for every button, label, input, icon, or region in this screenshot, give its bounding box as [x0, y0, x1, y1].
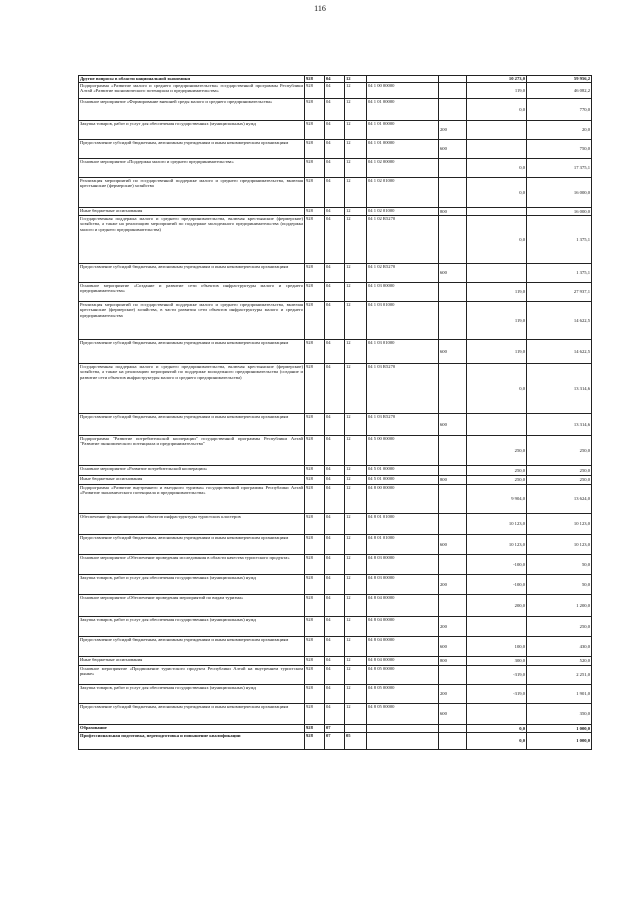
row-grbs-cell: 928	[305, 666, 325, 685]
row-name-cell: Основное мероприятие «Создание и развитие сети объектов инфраструктуры малого и среднего предпринимательства»	[79, 283, 305, 302]
row-sum-change-cell: 300,0	[467, 657, 527, 666]
row-csr-cell: 04 1 02 01000	[367, 208, 439, 216]
row-grbs-cell: 928	[305, 637, 325, 657]
row-rz-cell: 04	[325, 555, 345, 575]
row-sum-change-cell: 119,0	[467, 283, 527, 302]
row-grbs-cell: 928	[305, 575, 325, 595]
row-sum-change-cell	[467, 617, 527, 637]
row-rz-cell: 04	[325, 466, 345, 476]
row-vr-cell: 200	[439, 121, 467, 140]
row-csr-cell: 04 1 02 01000	[367, 178, 439, 208]
row-rz-cell: 04	[325, 216, 345, 264]
row-csr-cell: 04 1 00 00000	[367, 83, 439, 99]
row-sum-change-cell	[467, 208, 527, 216]
row-pr-cell: 12	[345, 685, 367, 704]
row-sum-total-cell: 1 375,1	[527, 216, 592, 264]
row-sum-change-cell: 0,0	[467, 159, 527, 178]
row-csr-cell: 04 1 02 00000	[367, 159, 439, 178]
row-grbs-cell: 928	[305, 476, 325, 485]
row-pr-cell	[345, 725, 367, 733]
row-grbs-cell: 928	[305, 555, 325, 575]
row-csr-cell: 04 8 04 00000	[367, 595, 439, 617]
row-vr-cell: 200	[439, 617, 467, 637]
row-grbs-cell: 928	[305, 264, 325, 283]
budget-table	[78, 75, 592, 750]
row-pr-cell: 12	[345, 208, 367, 216]
row-sum-total-cell: 10 123,0	[527, 514, 592, 535]
row-pr-cell: 12	[345, 555, 367, 575]
row-vr-cell: 200	[439, 685, 467, 704]
row-vr-cell	[439, 485, 467, 514]
row-grbs-cell: 928	[305, 76, 325, 83]
row-sum-total-cell: 50,0	[527, 555, 592, 575]
row-pr-cell: 12	[345, 76, 367, 83]
row-sum-change-cell: -319,0	[467, 685, 527, 704]
row-csr-cell: 04 8 05 00000	[367, 666, 439, 685]
row-csr-cell: 04 8 04 00000	[367, 657, 439, 666]
row-pr-cell: 12	[345, 535, 367, 555]
row-sum-change-cell: 119,0	[467, 340, 527, 364]
row-sum-total-cell: 10 123,0	[527, 535, 592, 555]
row-csr-cell	[367, 733, 439, 750]
row-rz-cell: 07	[325, 725, 345, 733]
row-sum-change-cell: 10 123,0	[467, 535, 527, 555]
row-rz-cell: 04	[325, 99, 345, 121]
row-vr-cell	[439, 555, 467, 575]
row-grbs-cell: 928	[305, 140, 325, 159]
row-name-cell: Закупка товаров, работ и услуг для обеспечения государственных (муниципальных) нужд	[79, 617, 305, 637]
row-sum-total-cell: 13 314,6	[527, 414, 592, 436]
row-pr-cell: 12	[345, 595, 367, 617]
row-name-cell: Иные бюджетные ассигнования	[79, 208, 305, 216]
row-grbs-cell: 928	[305, 514, 325, 535]
row-name-cell: Закупка товаров, работ и услуг для обеспечения государственных (муниципальных) нужд	[79, 575, 305, 595]
row-rz-cell: 04	[325, 535, 345, 555]
row-sum-total-cell: 13 314,6	[527, 364, 592, 414]
row-grbs-cell: 928	[305, 208, 325, 216]
row-vr-cell: 800	[439, 657, 467, 666]
table-row	[79, 476, 592, 485]
row-csr-cell: 04 8 05 00000	[367, 704, 439, 725]
row-name-cell: Другие вопросы в области национальной экономики	[79, 76, 305, 83]
row-csr-cell: 04 1 02 R5270	[367, 216, 439, 264]
row-grbs-cell: 928	[305, 121, 325, 140]
row-csr-cell: 04 1 01 00000	[367, 99, 439, 121]
row-grbs-cell: 928	[305, 302, 325, 340]
row-sum-change-cell: 119,0	[467, 302, 527, 340]
row-rz-cell: 04	[325, 666, 345, 685]
row-sum-change-cell: -319,0	[467, 666, 527, 685]
table-row	[79, 466, 592, 476]
row-pr-cell: 12	[345, 704, 367, 725]
table-row	[79, 485, 592, 514]
row-vr-cell	[439, 178, 467, 208]
row-name-cell: Образование	[79, 725, 305, 733]
row-pr-cell: 12	[345, 476, 367, 485]
row-sum-change-cell	[467, 121, 527, 140]
row-pr-cell: 12	[345, 514, 367, 535]
row-csr-cell: 04 8 05 00000	[367, 685, 439, 704]
row-grbs-cell: 928	[305, 83, 325, 99]
row-vr-cell	[439, 733, 467, 750]
row-grbs-cell: 928	[305, 436, 325, 466]
row-rz-cell: 07	[325, 733, 345, 750]
row-sum-total-cell: 46 082,2	[527, 83, 592, 99]
row-pr-cell: 05	[345, 733, 367, 750]
row-vr-cell	[439, 364, 467, 414]
row-sum-total-cell: 520,0	[527, 657, 592, 666]
row-rz-cell: 04	[325, 159, 345, 178]
row-name-cell: Основное мероприятие «Формирование внешней среды малого и среднего предпринимательства»	[79, 99, 305, 121]
row-name-cell: Реализация мероприятий по государственной поддержке малого и среднего предпринимательства, включая крестьянские (фермерские) хозяйства	[79, 178, 305, 208]
row-vr-cell	[439, 725, 467, 733]
row-sum-change-cell	[467, 264, 527, 283]
row-rz-cell: 04	[325, 121, 345, 140]
row-rz-cell: 04	[325, 617, 345, 637]
row-sum-total-cell: 350,0	[527, 704, 592, 725]
row-sum-change-cell: 10 273,0	[467, 76, 527, 83]
row-name-cell: Подпрограмма "Развитие потребительской кооперации" государственной программы Республики Алтай "Развитие экономического потенциала и предпринимательства"	[79, 436, 305, 466]
row-sum-change-cell: 250,0	[467, 436, 527, 466]
row-pr-cell: 12	[345, 99, 367, 121]
row-sum-change-cell	[467, 414, 527, 436]
row-pr-cell: 12	[345, 364, 367, 414]
row-sum-total-cell: 16 000,0	[527, 208, 592, 216]
row-csr-cell: 04 8 04 00000	[367, 637, 439, 657]
row-name-cell: Профессиональная подготовка, переподготовка и повышение квалификации	[79, 733, 305, 750]
row-csr-cell: 04 1 03 01000	[367, 302, 439, 340]
row-name-cell: Основное мероприятие «Обеспечение проведения исследования в области качества туристского продукта»	[79, 555, 305, 575]
row-name-cell: Предоставление субсидий бюджетным, автономным учреждениям и иным некоммерческим организациям	[79, 414, 305, 436]
row-rz-cell: 04	[325, 476, 345, 485]
row-grbs-cell: 928	[305, 733, 325, 750]
row-vr-cell: 600	[439, 535, 467, 555]
row-name-cell: Закупка товаров, работ и услуг для обеспечения государственных (муниципальных) нужд	[79, 685, 305, 704]
table-row	[79, 83, 592, 99]
row-rz-cell: 04	[325, 364, 345, 414]
row-sum-change-cell	[467, 704, 527, 725]
row-grbs-cell: 928	[305, 216, 325, 264]
row-grbs-cell: 928	[305, 595, 325, 617]
table-row	[79, 159, 592, 178]
row-name-cell: Предоставление субсидий бюджетным, автономным учреждениям и иным некоммерческим организациям	[79, 637, 305, 657]
table-row	[79, 514, 592, 535]
table-row	[79, 99, 592, 121]
row-sum-total-cell: 1 000,0	[527, 725, 592, 733]
row-csr-cell: 04 1 03 00000	[367, 283, 439, 302]
row-sum-total-cell: 250,0	[527, 617, 592, 637]
row-sum-total-cell: 13 624,0	[527, 485, 592, 514]
row-vr-cell: 600	[439, 140, 467, 159]
row-vr-cell	[439, 595, 467, 617]
row-vr-cell	[439, 76, 467, 83]
row-name-cell: Предоставление субсидий бюджетным, автономным учреждениям и иным некоммерческим организациям	[79, 340, 305, 364]
row-csr-cell: 04 5 00 00000	[367, 436, 439, 466]
row-sum-change-cell: 0,0	[467, 733, 527, 750]
table-row	[79, 617, 592, 637]
row-csr-cell	[367, 76, 439, 83]
row-pr-cell: 12	[345, 340, 367, 364]
row-rz-cell: 04	[325, 140, 345, 159]
row-sum-total-cell: 17 375,1	[527, 159, 592, 178]
row-rz-cell: 04	[325, 436, 345, 466]
row-csr-cell: 04 8 03 00000	[367, 555, 439, 575]
row-vr-cell: 600	[439, 637, 467, 657]
row-vr-cell	[439, 666, 467, 685]
table-row	[79, 637, 592, 657]
row-grbs-cell: 928	[305, 617, 325, 637]
row-sum-total-cell: 50,0	[527, 575, 592, 595]
row-rz-cell: 04	[325, 83, 345, 99]
table-row	[79, 140, 592, 159]
row-csr-cell: 04 8 03 00000	[367, 575, 439, 595]
row-sum-change-cell: 250,0	[467, 466, 527, 476]
row-sum-change-cell: 200,0	[467, 595, 527, 617]
row-name-cell: Предоставление субсидий бюджетным, автономным учреждениям и иным некоммерческим организациям	[79, 264, 305, 283]
row-name-cell: Основное мероприятие «Поддержка малого и среднего предпринимательства»	[79, 159, 305, 178]
row-pr-cell: 12	[345, 283, 367, 302]
row-name-cell: Основное мероприятие «Развитие потребительской кооперации»	[79, 466, 305, 476]
table-row	[79, 685, 592, 704]
row-vr-cell: 800	[439, 208, 467, 216]
row-sum-change-cell: -100,0	[467, 555, 527, 575]
table-row	[79, 725, 592, 733]
row-pr-cell: 12	[345, 666, 367, 685]
row-name-cell: Обеспечение функционирования объектов инфраструктуры туристских кластеров	[79, 514, 305, 535]
table-row	[79, 575, 592, 595]
row-rz-cell: 04	[325, 704, 345, 725]
row-rz-cell: 04	[325, 485, 345, 514]
row-grbs-cell: 928	[305, 725, 325, 733]
row-pr-cell: 12	[345, 302, 367, 340]
row-rz-cell: 04	[325, 657, 345, 666]
row-sum-total-cell: 27 937,1	[527, 283, 592, 302]
table-row	[79, 666, 592, 685]
row-vr-cell	[439, 83, 467, 99]
row-vr-cell: 600	[439, 704, 467, 725]
row-rz-cell: 04	[325, 637, 345, 657]
row-pr-cell: 12	[345, 414, 367, 436]
table-row	[79, 414, 592, 436]
row-name-cell: Государственная поддержка малого и среднего предпринимательства, включая крестьянские (фермерские) хозяйства, а также на реализацию мероприятий по поддержке молодежного предпринимательства (создание и развитие сети объектов инфраструктуры малого и среднего предпринимательства)	[79, 364, 305, 414]
row-pr-cell: 12	[345, 216, 367, 264]
row-sum-change-cell: 250,0	[467, 476, 527, 485]
row-name-cell: Иные бюджетные ассигнования	[79, 657, 305, 666]
row-sum-change-cell	[467, 140, 527, 159]
row-vr-cell: 800	[439, 476, 467, 485]
row-rz-cell: 04	[325, 264, 345, 283]
row-sum-total-cell: 430,0	[527, 637, 592, 657]
row-sum-total-cell: 14 622,5	[527, 302, 592, 340]
row-pr-cell: 12	[345, 83, 367, 99]
row-sum-total-cell: 14 622,5	[527, 340, 592, 364]
row-pr-cell: 12	[345, 140, 367, 159]
row-vr-cell	[439, 466, 467, 476]
table-row	[79, 302, 592, 340]
row-rz-cell: 04	[325, 76, 345, 83]
row-name-cell: Иные бюджетные ассигнования	[79, 476, 305, 485]
table-row	[79, 178, 592, 208]
row-sum-total-cell: 250,0	[527, 436, 592, 466]
row-vr-cell	[439, 436, 467, 466]
table-row	[79, 208, 592, 216]
row-sum-change-cell: 10 123,0	[467, 514, 527, 535]
row-rz-cell: 04	[325, 514, 345, 535]
row-sum-total-cell: 20,0	[527, 121, 592, 140]
row-sum-change-cell: -100,0	[467, 575, 527, 595]
row-pr-cell: 12	[345, 159, 367, 178]
row-name-cell: Предоставление субсидий бюджетным, автономным учреждениям и иным некоммерческим организациям	[79, 140, 305, 159]
row-csr-cell: 04 1 03 01000	[367, 340, 439, 364]
row-sum-change-cell: 0,0	[467, 99, 527, 121]
row-sum-total-cell: 250,0	[527, 476, 592, 485]
row-csr-cell: 04 1 02 R5270	[367, 264, 439, 283]
row-grbs-cell: 928	[305, 704, 325, 725]
row-name-cell: Государственная поддержка малого и среднего предпринимательства, включая крестьянские (фермерские) хозяйства, а также на реализацию мероприятий по поддержке молодежного предпринимательства (поддержка малого и среднего предпринимательства)	[79, 216, 305, 264]
row-vr-cell	[439, 302, 467, 340]
row-pr-cell: 12	[345, 264, 367, 283]
row-vr-cell	[439, 99, 467, 121]
row-sum-change-cell: 100,0	[467, 637, 527, 657]
table-row	[79, 121, 592, 140]
table-row	[79, 555, 592, 575]
row-grbs-cell: 928	[305, 159, 325, 178]
row-csr-cell: 04 8 04 00000	[367, 617, 439, 637]
row-grbs-cell: 928	[305, 364, 325, 414]
row-pr-cell: 12	[345, 617, 367, 637]
row-rz-cell: 04	[325, 208, 345, 216]
row-vr-cell	[439, 514, 467, 535]
row-vr-cell: 600	[439, 414, 467, 436]
row-pr-cell: 12	[345, 121, 367, 140]
table-row	[79, 364, 592, 414]
row-rz-cell: 04	[325, 575, 345, 595]
row-vr-cell	[439, 283, 467, 302]
row-name-cell: Предоставление субсидий бюджетным, автономным учреждениям и иным некоммерческим организациям	[79, 704, 305, 725]
row-vr-cell: 600	[439, 264, 467, 283]
row-csr-cell: 04 8 00 00000	[367, 485, 439, 514]
row-name-cell: Основное мероприятие «Продвижение туристского продукта Республики Алтай на внутреннем туристском рынке»	[79, 666, 305, 685]
row-csr-cell: 04 1 03 R5270	[367, 364, 439, 414]
row-vr-cell	[439, 159, 467, 178]
row-sum-change-cell: 9 904,0	[467, 485, 527, 514]
row-pr-cell: 12	[345, 657, 367, 666]
row-name-cell: Реализация мероприятий по государственной поддержке малого и среднего предпринимательства, включая крестьянские (фермерские) хозяйства, в части развития сети объектов инфраструктуры малого и среднего предпринимательства	[79, 302, 305, 340]
table-row	[79, 595, 592, 617]
row-sum-total-cell: 770,0	[527, 99, 592, 121]
table-row	[79, 657, 592, 666]
row-sum-total-cell: 59 956,2	[527, 76, 592, 83]
row-sum-total-cell: 16 000,0	[527, 178, 592, 208]
row-grbs-cell: 928	[305, 657, 325, 666]
row-vr-cell: 200	[439, 575, 467, 595]
row-name-cell: Подпрограмма «Развитие малого и среднего предпринимательства» государственной программы Республики Алтай «Развитие экономического потенциала и предпринимательства»	[79, 83, 305, 99]
row-name-cell: Подпрограмма «Развитие внутреннего и въездного туризма» государственной программы Республики Алтай «Развитие экономического потенциала и предпринимательства»	[79, 485, 305, 514]
row-csr-cell: 04 5 01 00000	[367, 476, 439, 485]
table-row	[79, 535, 592, 555]
table-row	[79, 733, 592, 750]
row-sum-total-cell: 1 375,1	[527, 264, 592, 283]
row-rz-cell: 04	[325, 302, 345, 340]
table-row	[79, 76, 592, 83]
row-csr-cell	[367, 725, 439, 733]
row-grbs-cell: 928	[305, 685, 325, 704]
row-pr-cell: 12	[345, 178, 367, 208]
row-name-cell: Предоставление субсидий бюджетным, автономным учреждениям и иным некоммерческим организациям	[79, 535, 305, 555]
row-sum-change-cell: 0,0	[467, 725, 527, 733]
row-rz-cell: 04	[325, 340, 345, 364]
table-row	[79, 264, 592, 283]
row-name-cell: Основное мероприятие «Обеспечение проведения мероприятий по видам туризма»	[79, 595, 305, 617]
row-sum-change-cell: 0,0	[467, 216, 527, 264]
row-csr-cell: 04 8 01 01000	[367, 535, 439, 555]
row-rz-cell: 04	[325, 685, 345, 704]
row-sum-change-cell: 119,0	[467, 83, 527, 99]
row-vr-cell: 600	[439, 340, 467, 364]
row-sum-total-cell: 1 200,0	[527, 595, 592, 617]
row-grbs-cell: 928	[305, 178, 325, 208]
row-pr-cell: 12	[345, 436, 367, 466]
row-csr-cell: 04 1 01 00000	[367, 140, 439, 159]
row-csr-cell: 04 1 01 00000	[367, 121, 439, 140]
table-row	[79, 704, 592, 725]
row-pr-cell: 12	[345, 466, 367, 476]
row-sum-change-cell: 0,0	[467, 178, 527, 208]
row-csr-cell: 04 8 01 01000	[367, 514, 439, 535]
row-grbs-cell: 928	[305, 414, 325, 436]
row-rz-cell: 04	[325, 595, 345, 617]
row-pr-cell: 12	[345, 637, 367, 657]
row-rz-cell: 04	[325, 414, 345, 436]
row-rz-cell: 04	[325, 178, 345, 208]
row-sum-total-cell: 2 251,0	[527, 666, 592, 685]
row-name-cell: Закупка товаров, работ и услуг для обеспечения государственных (муниципальных) нужд	[79, 121, 305, 140]
row-csr-cell: 04 1 03 R5270	[367, 414, 439, 436]
row-pr-cell: 12	[345, 575, 367, 595]
row-pr-cell: 12	[345, 485, 367, 514]
table-row	[79, 340, 592, 364]
row-sum-change-cell: 0,0	[467, 364, 527, 414]
row-grbs-cell: 928	[305, 283, 325, 302]
row-rz-cell: 04	[325, 283, 345, 302]
table-row	[79, 283, 592, 302]
row-grbs-cell: 928	[305, 535, 325, 555]
row-csr-cell: 04 5 01 00000	[367, 466, 439, 476]
row-vr-cell	[439, 216, 467, 264]
table-row	[79, 216, 592, 264]
row-grbs-cell: 928	[305, 466, 325, 476]
row-sum-total-cell: 750,0	[527, 140, 592, 159]
row-sum-total-cell: 1 901,0	[527, 685, 592, 704]
row-grbs-cell: 928	[305, 485, 325, 514]
row-sum-total-cell: 1 000,0	[527, 733, 592, 750]
table-row	[79, 436, 592, 466]
row-grbs-cell: 928	[305, 340, 325, 364]
row-sum-total-cell: 250,0	[527, 466, 592, 476]
page-number: 116	[314, 4, 326, 13]
row-grbs-cell: 928	[305, 99, 325, 121]
